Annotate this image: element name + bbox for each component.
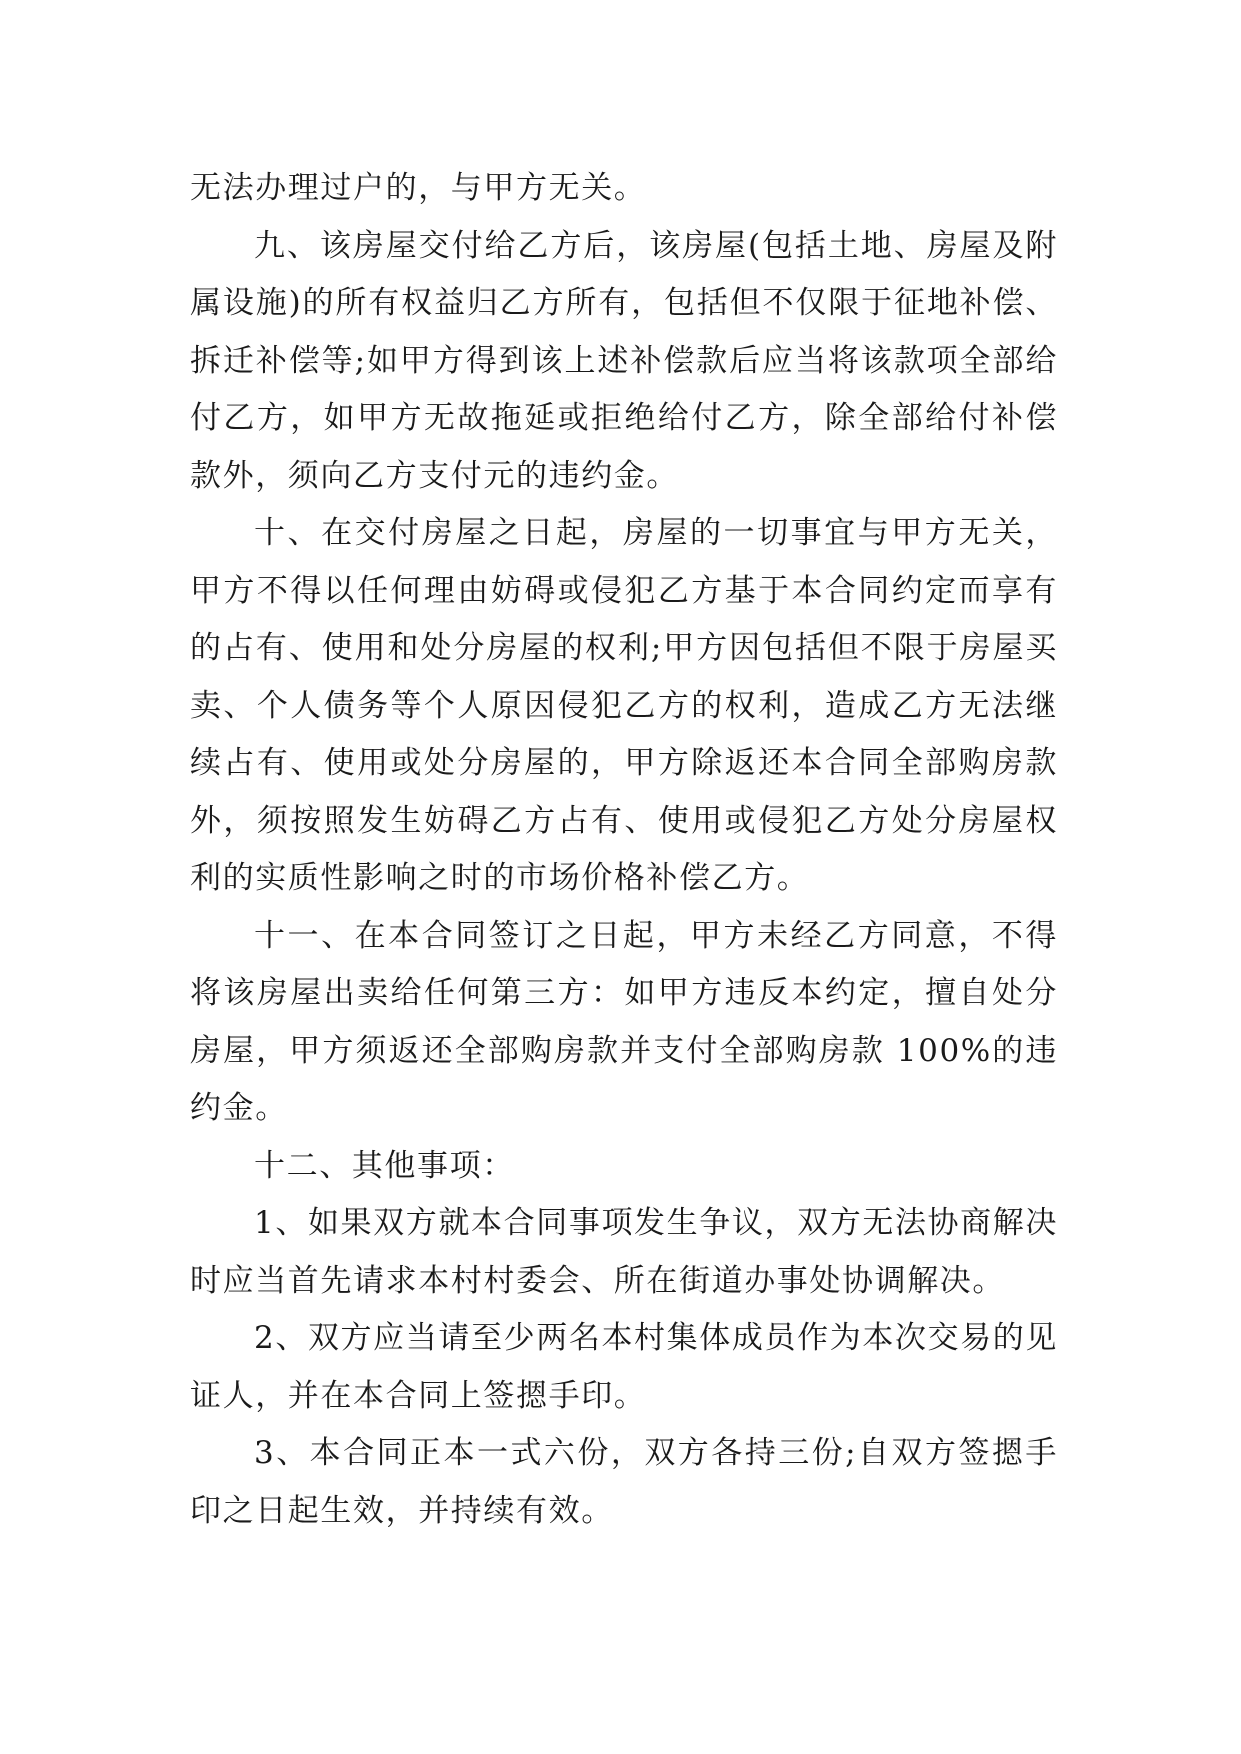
clause-9: 九、该房屋交付给乙方后，该房屋(包括土地、房屋及附属设施)的所有权益归乙方所有，包括但不仅限于征地补偿、拆迁补偿等;如甲方得到该上述补偿款后应当将该款项全部给付乙方，如甲方无故拖延或拒绝给付乙方，除全部给付补偿款外，须向乙方支付元的违约金。 xyxy=(190,227,1058,494)
clause-11: 十一、在本合同签订之日起，甲方未经乙方同意，不得将该房屋出卖给任何第三方：如甲方违反本约定，擅自处分房屋，甲方须返还全部购房款并支付全部购房款 100%的违约金。 xyxy=(190,917,1058,1126)
clause-12-item-2: 2、双方应当请至少两名本村集体成员作为本次交易的见证人，并在本合同上签摁手印。 xyxy=(190,1320,1058,1414)
clause-12-item-1: 1、如果双方就本合同事项发生争议，双方无法协商解决时应当首先请求本村村委会、所在街道办事处协调解决。 xyxy=(190,1205,1058,1299)
contract-body xyxy=(190,160,1058,1540)
clause-12-heading: 十二、其他事项： xyxy=(254,1147,515,1184)
clause-12-item-3: 3、本合同正本一式六份，双方各持三份;自双方签摁手印之日起生效，并持续有效。 xyxy=(190,1435,1058,1529)
clause-10: 十、在交付房屋之日起，房屋的一切事宜与甲方无关，甲方不得以任何理由妨碍或侵犯乙方基于本合同约定而享有的占有、使用和处分房屋的权利;甲方因包括但不限于房屋买卖、个人债务等个人原因侵犯乙方的权利，造成乙方无法继续占有、使用或处分房屋的，甲方除返还本合同全部购房款外，须按照发生妨碍乙方占有、使用或侵犯乙方处分房屋权利的实质性影响之时的市场价格补偿乙方。 xyxy=(190,515,1058,896)
paragraph-8-continuation: 无法办理过户的，与甲方无关。 xyxy=(190,170,647,206)
